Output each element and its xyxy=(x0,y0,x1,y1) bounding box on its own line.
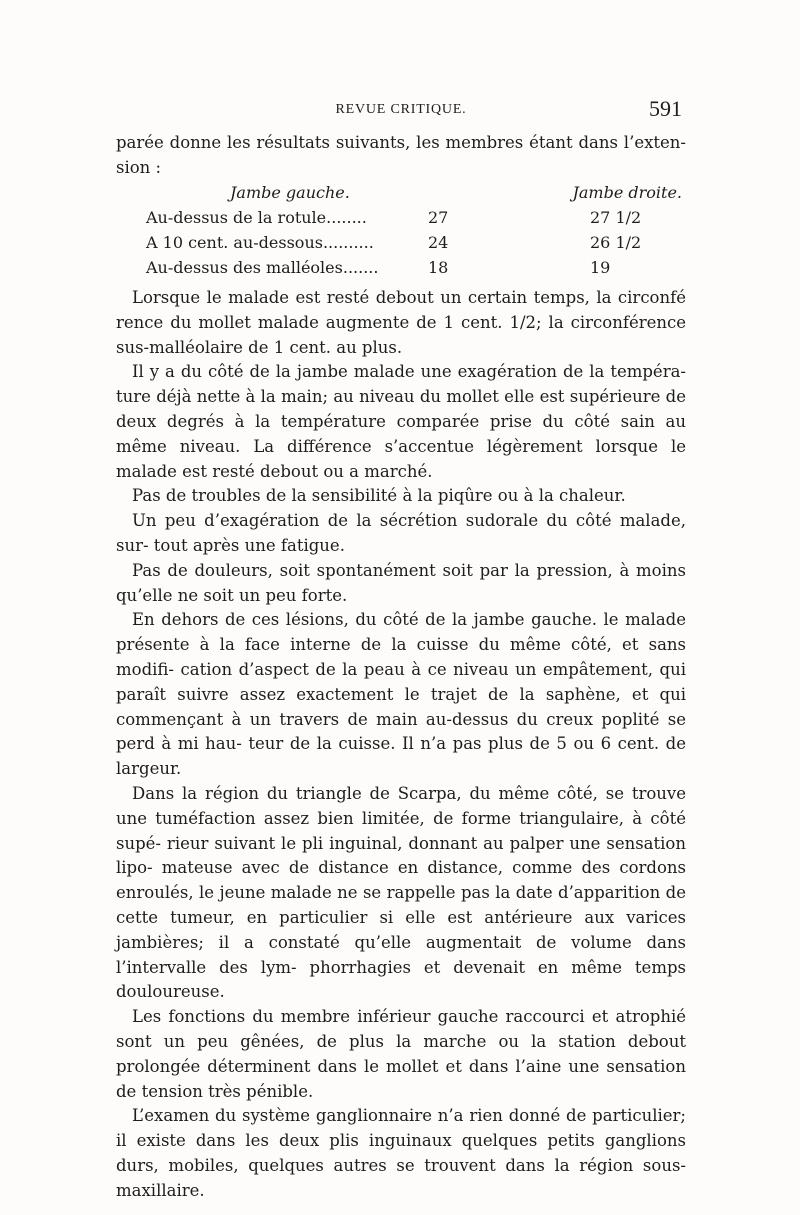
paragraph: En dehors de ces lésions, du côté de la jambe gauche. le malade présente à la face interne de la cuisse du même côté, et sans modifi- cation d’aspect de la peau à ce niveau un empâtement, qui paraît suivre assez exactement le trajet de la saphène, et qui commençant à un travers de main au-dessus du creux poplité se perd à mi hau- teur de la cuisse. Il n’a pas plus de 5 ou 6 cent. de largeur. xyxy=(116,610,686,779)
paragraph: Pas de troubles de la sensibilité à la piqûre ou à la chaleur. xyxy=(132,486,626,506)
measurement-row xyxy=(116,230,686,255)
right-leg-value: 19 xyxy=(590,258,611,277)
paragraph: Un peu d’exagération de la sécrétion sudorale du côté malade, sur- tout après une fatigue. xyxy=(116,511,686,555)
right-leg-header: Jambe droite. xyxy=(572,183,682,202)
running-head xyxy=(116,96,686,126)
measurement-row xyxy=(116,205,686,230)
intro-paragraph: parée donne les résultats suivants, les membres étant dans l’exten- sion : xyxy=(116,133,686,177)
measurement-header-row xyxy=(116,180,686,205)
paragraph: Dans la région du triangle de Scarpa, du même côté, se trouve une tuméfaction assez bien limitée, de forme triangulaire, à côté supé- rieur suivant le pli inguinal, donnant au palper une sensation lipo- mateuse avec de distance en distance, comme des cordons enroulés, le jeune malade ne se rappelle pas la date d’apparition de cette tumeur, en particulier si elle est antérieure aux varices jambières; il a constaté qu’elle augmentait de volume dans l’intervalle des lym- phorrhagies et devenait en même temps douloureuse. xyxy=(116,783,686,1002)
right-leg-value: 26 1/2 xyxy=(590,233,642,252)
left-leg-value: 27 xyxy=(428,208,449,227)
left-leg-value: 24 xyxy=(428,233,449,252)
right-leg-value: 27 1/2 xyxy=(590,208,642,227)
intro-block xyxy=(116,131,686,181)
paragraph: Pas de douleurs, soit spontanément soit par la pression, à moins qu’elle ne soit un peu forte. xyxy=(116,560,686,605)
left-leg-value: 18 xyxy=(428,258,449,277)
paragraph: Lorsque le malade est resté debout un certain temps, la circonfé rence du mollet malade augmente de 1 cent. 1/2; la circonférence sus-malléolaire de 1 cent. au plus. xyxy=(116,288,686,357)
measurement-label: A 10 cent. au-dessous.......... xyxy=(146,233,374,252)
measurement-label: Au-dessus des malléoles....... xyxy=(146,258,379,277)
paragraph: Il y a du côté de la jambe malade une exagération de la tempéra- ture déjà nette à la main; au niveau du mollet elle est supérieure de deux degrés à la température comparée prise du côté sain au même niveau. La différence s’accentue légèrement lorsque le malade est resté debout ou a marché. xyxy=(116,362,686,481)
measurement-table xyxy=(116,180,686,280)
running-title: REVUE CRITIQUE. xyxy=(335,102,467,117)
measurement-label: Au-dessus de la rotule........ xyxy=(146,208,367,227)
page-number: 591 xyxy=(649,96,682,121)
body-text xyxy=(116,286,686,1203)
measurement-row xyxy=(116,255,686,280)
left-leg-header: Jambe gauche. xyxy=(230,183,350,202)
paragraph: Les fonctions du membre inférieur gauche raccourci et atrophié sont un peu gênées, de plus la marche ou la station debout prolongée déterminent dans le mollet et dans l’aine une sensation de tension très pénible. xyxy=(116,1007,686,1101)
paragraph: L’examen du système ganglionnaire n’a rien donné de particulier; il existe dans les deux plis inguinaux quelques petits ganglions durs, mobiles, quelques autres se trouvent dans la région sous-maxillaire. xyxy=(116,1106,686,1200)
